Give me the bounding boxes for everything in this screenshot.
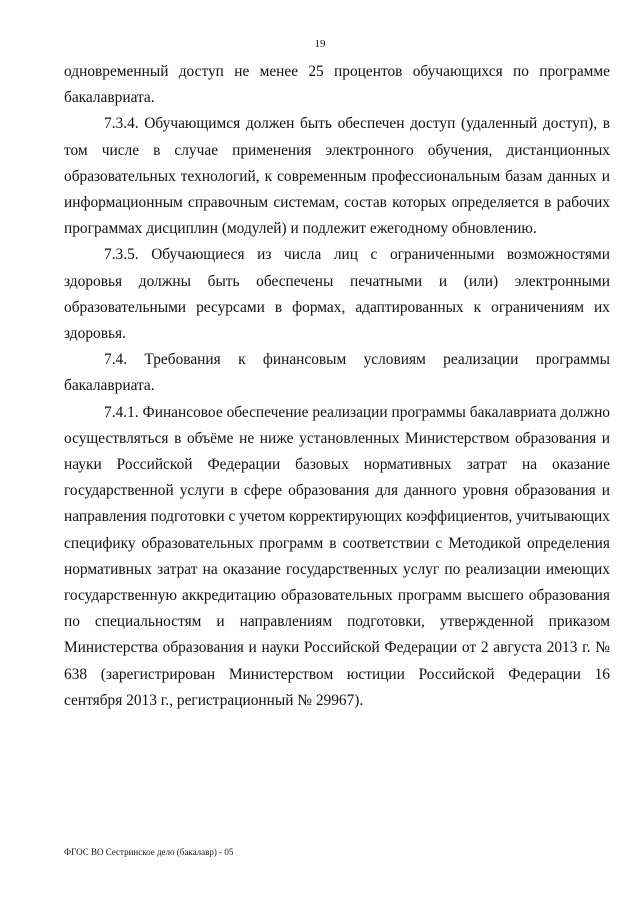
paragraph-7-3-4: 7.3.4. Обучающимся должен быть обеспечен доступ (удаленный доступ), в том числе в случае применения электронного обучения, дистанционных образовательных технологий, к современным профессиональным базам данных и информационным справочным системам, состав которых определяется в рабочих программах дисциплин (модулей) и подлежит ежегодному обновлению. bbox=[64, 115, 610, 238]
paragraph-7-4-1: 7.4.1. Финансовое обеспечение реализации программы бакалавриата должно осуществляться в объёме не ниже установленных Министерством образования и науки Российской Федерации базовых нормативных затрат на оказание государственной услуги в сфере образования для данного уровня образования и направления подготовки с учетом корректирующих коэффициентов, учитывающих специфику образовательных программ в соответствии с Методикой определения нормативных затрат на оказание государственных услуг по реализации имеющих государственную аккредитацию образовательных программ высшего образования по специальностям и направлениям подготовки, утвержденной приказом Министерства образования и науки Российской Федерации от 2 августа 2013 г. № 638 (зарегистрирован Министерством юстиции Российской Федерации 16 сентября 2013 г., регистрационный № 29967). bbox=[64, 403, 610, 709]
page-footer: ФГОС ВО Сестринское дело (бакалавр) - 05 bbox=[64, 847, 234, 857]
document-body bbox=[64, 59, 610, 714]
page-number: 19 bbox=[314, 38, 326, 50]
paragraph-continuation: одновременный доступ не менее 25 процентов обучающихся по программе бакалавриата. bbox=[64, 63, 610, 107]
paragraph-7-3-5: 7.3.5. Обучающиеся из числа лиц с ограниченными возможностями здоровья должны быть обеспечены печатными и (или) электронными образовательными ресурсами в формах, адаптированных к ограничениям их здоровья. bbox=[64, 246, 610, 343]
paragraph-7-4: 7.4. Требования к финансовым условиям реализации программы бакалавриата. bbox=[64, 351, 610, 395]
